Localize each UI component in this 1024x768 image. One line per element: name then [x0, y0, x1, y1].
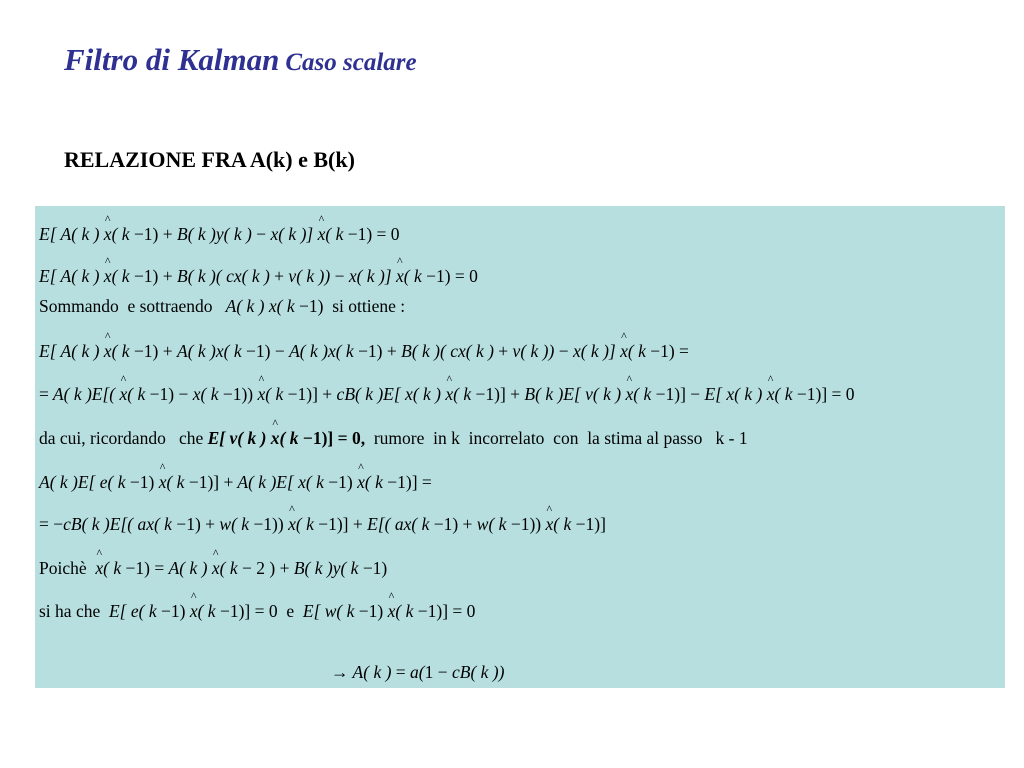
hat-x: ^ x	[104, 341, 112, 361]
hat-x: ^ x	[767, 384, 775, 404]
hat-x: ^ x	[625, 384, 633, 404]
formula-line-2: E[ A( k ) ^ x( k −1) + B( k )( cx( k ) + v( k )) − x( k )] ^ x( k −1) = 0	[39, 266, 478, 286]
hat-x: ^ x	[388, 601, 396, 621]
section-heading: RELAZIONE FRA A(k) e B(k)	[64, 147, 355, 172]
hat-x: ^ x	[212, 558, 220, 578]
formula-line-5: = A( k )E[( ^ x( k −1) − x( k −1)) ^ x( k −1)] + cB( k )E[ x( k ) ^ x( k −1)] + B( k )E[ v( k ) ^ x( k −1)] − E[ x( k ) ^ x( k −1)] = 0	[39, 384, 855, 404]
formula-line-4: E[ A( k ) ^ x( k −1) + A( k )x( k −1) − A( k )x( k −1) + B( k )( cx( k ) + v( k )) − x( k )] ^ x( k −1) =	[39, 341, 689, 361]
title-subtitle: Caso scalare	[285, 49, 417, 76]
hat-x: ^ x	[258, 384, 266, 404]
formula-line-8: = −cB( k )E[( ax( k −1) + w( k −1)) ^ x( k −1)] + E[( ax( k −1) + w( k −1)) ^ x( k −1)]	[39, 514, 606, 534]
slide-title	[64, 42, 417, 78]
hat-x: ^ x	[445, 384, 453, 404]
hat-x: ^ x	[104, 224, 112, 244]
formula-line-3: Sommando e sottraendo A( k ) x( k −1) si ottiene :	[39, 296, 406, 316]
hat-x: ^ x	[95, 558, 103, 578]
formula-line-7: A( k )E[ e( k −1) ^ x( k −1)] + A( k )E[ x( k −1) ^ x( k −1)] =	[39, 472, 432, 492]
hat-x: ^ x	[120, 384, 128, 404]
formula-line-6: da cui, ricordando che E[ v( k ) ^ x( k −1)] = 0, rumore in k incorrelato con la stima al passo k - 1	[39, 428, 748, 448]
hat-x: ^ x	[545, 514, 553, 534]
hat-x: ^ x	[318, 224, 326, 244]
hat-x: ^ x	[271, 428, 280, 448]
title-main: Filtro di Kalman	[64, 42, 280, 77]
formula-line-9: Poichè ^ x( k −1) = A( k ) ^ x( k − 2 ) + B( k )y( k −1)	[39, 558, 387, 578]
formula-line-1: E[ A( k ) ^ x( k −1) + B( k )y( k ) − x( k )] ^ x( k −1) = 0	[39, 224, 400, 244]
formula-line-11: → A( k ) = a(1 − cB( k ))	[331, 662, 505, 682]
formula-box	[35, 206, 1005, 688]
hat-x: ^ x	[104, 266, 112, 286]
hat-x: ^ x	[288, 514, 296, 534]
hat-x: ^ x	[190, 601, 198, 621]
hat-x: ^ x	[159, 472, 167, 492]
hat-x: ^ x	[396, 266, 404, 286]
hat-x: ^ x	[357, 472, 365, 492]
formula-line-10: si ha che E[ e( k −1) ^ x( k −1)] = 0 e E[ w( k −1) ^ x( k −1)] = 0	[39, 601, 475, 621]
hat-x: ^ x	[620, 341, 628, 361]
